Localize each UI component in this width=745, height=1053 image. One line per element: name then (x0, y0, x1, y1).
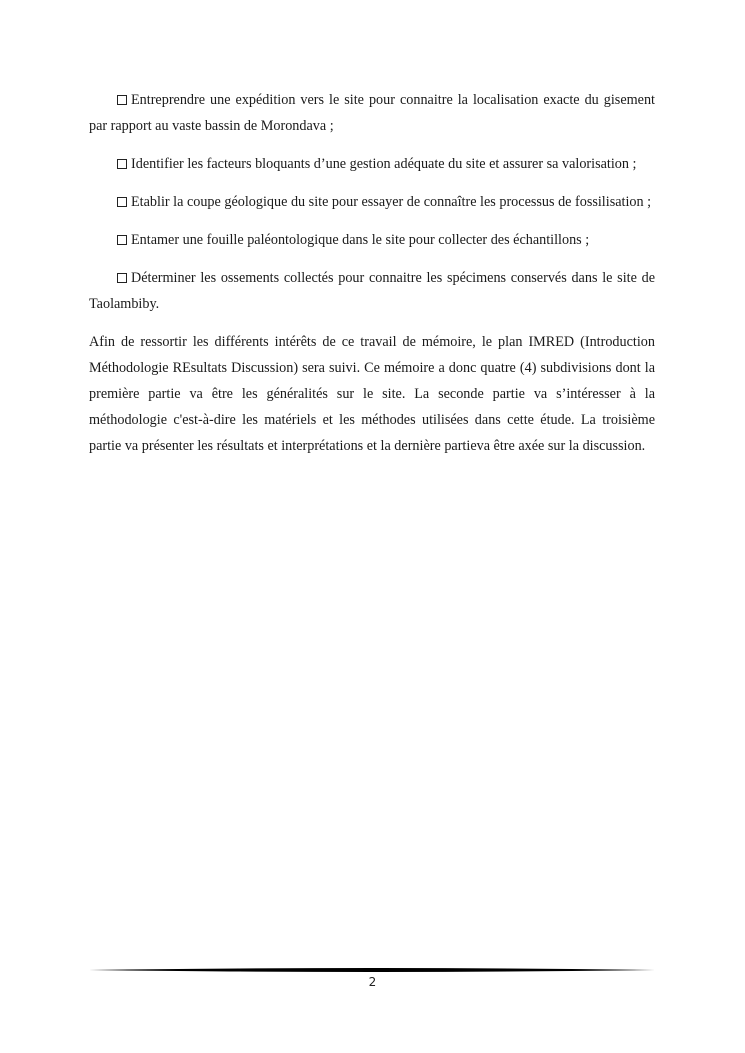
plan-paragraph: Afin de ressortir les différents intérêts de ce travail de mémoire, le plan IMRED (Introduction Méthodologie REsultats Discussion) sera suivi. Ce mémoire a donc quatre (4) subdivisions dont la première partie va être les généralités sur le site. La seconde partie va s’intéresser à la méthodologie c'est-à-dire les matériels et les méthodes utilisées dans cette étude. La troisième partie va présenter les résultats et interprétations et la dernière partieva être axée sur la discussion. (89, 334, 655, 454)
objective-text: Déterminer les ossements collectés pour connaitre les spécimens conservés dans le site de Taolambiby. (89, 270, 655, 312)
objective-text: Entamer une fouille paléontologique dans le site pour collecter des échantillons ; (131, 232, 590, 248)
footer-rule (89, 966, 655, 974)
objective-item (89, 265, 655, 317)
objective-item (89, 151, 655, 177)
objective-item (89, 87, 655, 139)
objective-text: Identifier les facteurs bloquants d’une gestion adéquate du site et assurer sa valorisation ; (131, 156, 637, 172)
objective-text: Entreprendre une expédition vers le site pour connaitre la localisation exacte du gisement par rapport au vaste bassin de Morondava ; (89, 92, 655, 134)
checkbox-icon (117, 159, 127, 169)
objective-item (89, 227, 655, 253)
checkbox-icon (117, 273, 127, 283)
objective-item (89, 189, 655, 215)
checkbox-icon (117, 95, 127, 105)
checkbox-icon (117, 235, 127, 245)
body-text (89, 87, 655, 459)
page-number: 2 (368, 975, 377, 989)
objective-text: Etablir la coupe géologique du site pour essayer de connaître les processus de fossilisation ; (131, 194, 652, 210)
checkbox-icon (117, 197, 127, 207)
